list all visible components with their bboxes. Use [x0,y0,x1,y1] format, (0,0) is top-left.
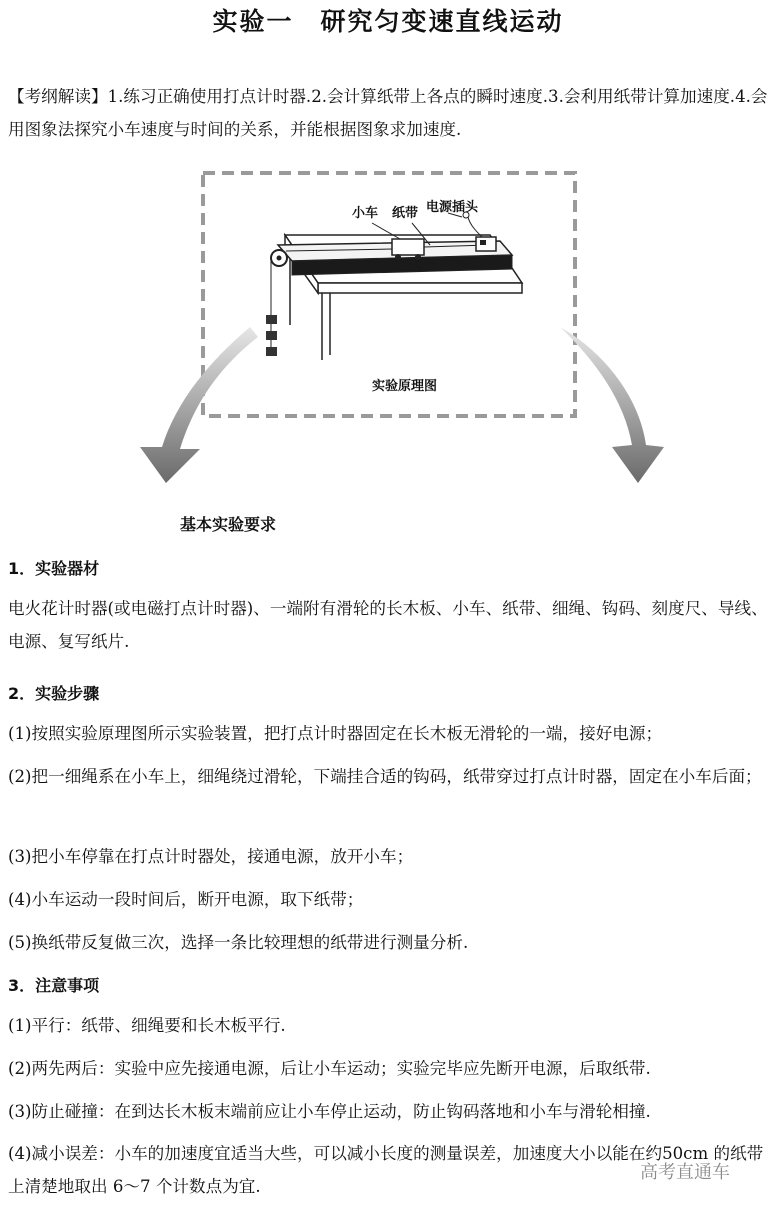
label-plug: 电源插头 [426,200,479,215]
diagram-caption: 实验原理图 [372,379,438,394]
watermark: 高考直通车 [640,1162,730,1183]
note-item: (4)减小误差：小车的加速度宜适当大些，可以减小长度的测量误差，加速度大小以能在约50cm 的纸带上清楚地取出 6～7 个计数点为宜. [8,1144,764,1196]
step-item: (3)把小车停靠在打点计时器处，接通电源，放开小车； [8,847,414,866]
page-title: 实验一 研究匀变速直线运动 [212,7,564,36]
step-item: (2)把一细绳系在小车上，细绳绕过滑轮，下端挂合适的钩码，纸带穿过打点计时器，固定在小车后面； [8,767,762,786]
note-item: (1)平行：纸带、细绳要和长木板平行. [8,1016,286,1035]
step-item: (4)小车运动一段时间后，断开电源，取下纸带； [8,890,364,909]
hook-weights [266,315,277,356]
label-car: 小车 [352,206,379,221]
label-tape: 纸带 [392,206,419,221]
syllabus-intro: 【考纲解读】1.练习正确使用打点计时器.2.会计算纸带上各点的瞬时速度.3.会利用纸带计算加速度.4.会用图象法探究小车速度与时间的关系，并能根据图象求加速度. [8,87,768,139]
section-heading-equipment: 1．实验器材 [8,559,100,578]
step-item: (5)换纸带反复做三次，选择一条比较理想的纸带进行测量分析. [8,933,469,952]
section-heading-steps: 2．实验步骤 [8,684,100,703]
experiment-diagram [0,165,776,485]
right-arrow-icon [560,327,664,483]
note-item: (3)防止碰撞：在到达长木板末端前应让小车停止运动，防止钩码落地和小车与滑轮相撞. [8,1102,651,1121]
equipment-text: 电火花计时器(或电磁打点计时器)、一端附有滑轮的长木板、小车、纸带、细绳、钩码、刻度尺、导线、电源、复写纸片. [8,599,768,651]
timer [476,237,496,251]
section-heading-notes: 3．注意事项 [8,976,100,995]
step-item: (1)按照实验原理图所示实验装置，把打点计时器固定在长木板无滑轮的一端，接好电源； [8,724,663,743]
basic-requirements-heading: 基本实验要求 [180,515,277,534]
left-arrow-icon [140,327,258,483]
note-item: (2)两先两后：实验中应先接通电源，后让小车运动；实验完毕应先断开电源，后取纸带. [8,1059,651,1078]
